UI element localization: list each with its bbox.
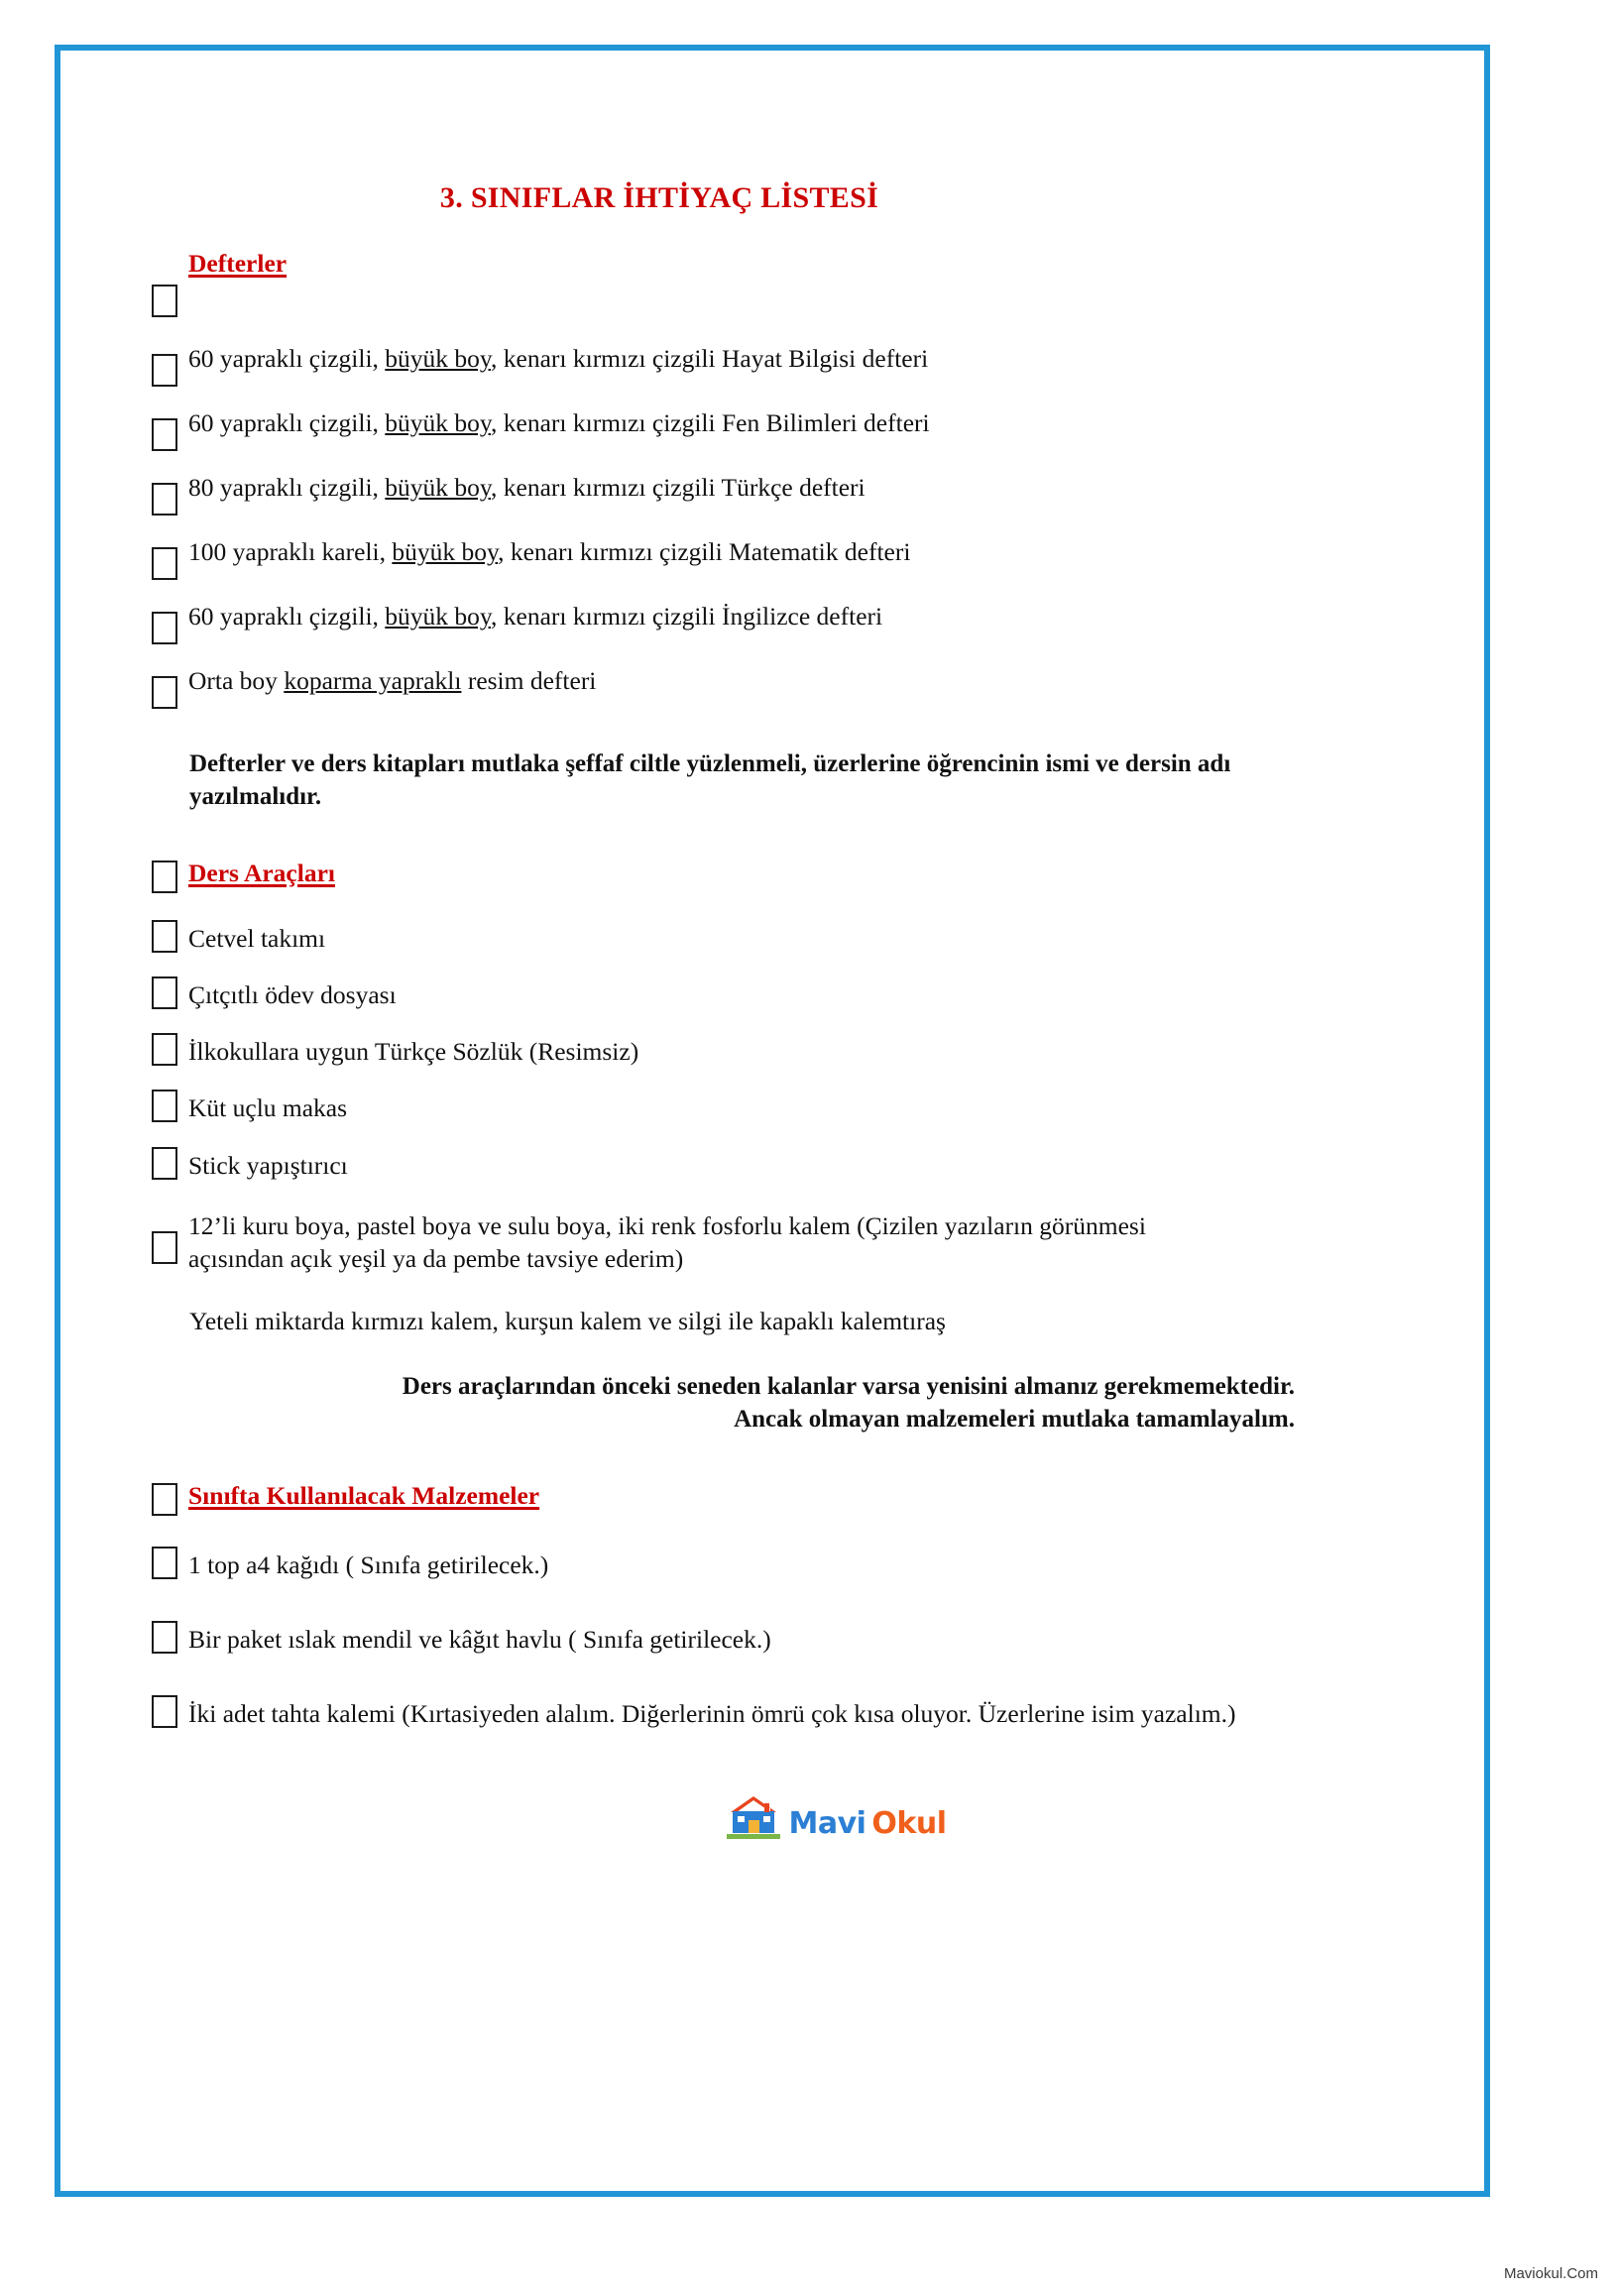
checkbox-item[interactable] (152, 1147, 177, 1180)
list-item (152, 1207, 1520, 1275)
item-text-post: resim defteri (461, 666, 597, 695)
list-item-label: 12’li kuru boya, pastel boya ve sulu boya, iki renk fosforlu kalem (Çizilen yazıların görünmesi açısından açık yeşil ya da pembe tavsiye ederim) (188, 1210, 1146, 1273)
item-text-pre: 60 yapraklı çizgili, (188, 408, 386, 437)
checkbox-item[interactable] (152, 676, 177, 709)
section-title-sinifta-malzemeler: Sınıfta Kullanılacak Malzemeler (188, 1481, 540, 1511)
list-item-label: 1 top a4 kağıdı ( Sınıfa getirilecek.) (188, 1550, 549, 1580)
list-item-label (188, 662, 596, 697)
item-text-emphasis: büyük boy (385, 473, 492, 502)
item-text-post: , kenarı kırmızı çizgili Fen Bilimleri defteri (491, 408, 930, 437)
item-text-emphasis: koparma yapraklı (284, 666, 462, 695)
item-text-post: , kenarı kırmızı çizgili Türkçe defteri (491, 473, 866, 502)
list-item-label: Cetvel takımı (188, 924, 326, 953)
page-border-frame (55, 45, 1490, 2197)
section-note-ders-araclari-line2: Ancak olmayan malzemeleri mutlaka tamamlayalım. (734, 1405, 1295, 1433)
section-note-defterler: Defterler ve ders kitapları mutlaka şeffaf ciltle yüzlenmeli, üzerlerine öğrencinin ismi ve dersin adı yazılmalıdır. (189, 750, 1231, 810)
list-item (152, 1695, 1520, 1730)
checkbox-ders-araclari[interactable] (152, 861, 177, 893)
checkbox-item[interactable] (152, 920, 177, 953)
list-item (152, 1147, 1520, 1182)
item-text-post: , kenarı kırmızı çizgili Hayat Bilgisi defteri (491, 344, 929, 373)
section-title-defterler: Defterler (188, 249, 288, 278)
item-text-pre: 80 yapraklı çizgili, (188, 473, 386, 502)
page-content (152, 135, 1520, 2207)
checkbox-item[interactable] (152, 1621, 177, 1654)
checkbox-item[interactable] (152, 1033, 177, 1066)
section-heading-defterler (152, 249, 1520, 340)
logo-text-okul: Okul (871, 1805, 947, 1841)
list-item-label (188, 404, 930, 439)
list-item (152, 404, 1520, 451)
list-item (152, 976, 1520, 1011)
list-item (152, 598, 1520, 644)
checkbox-item[interactable] (152, 547, 177, 580)
plain-item-kalem: Yeteli miktarda kırmızı kalem, kurşun kalem ve silgi ile kapaklı kalemtıraş (189, 1306, 946, 1335)
checkbox-item[interactable] (152, 976, 177, 1009)
item-text-pre: 100 yapraklı kareli, (188, 537, 393, 566)
list-item (152, 1621, 1520, 1656)
section-note-ders-araclari-line1: Ders araçlarından önceki seneden kalanlar varsa yenisini almanız gerekmemektedir. (402, 1373, 1295, 1401)
section-heading-ders-araclari (152, 859, 1520, 902)
checkbox-item[interactable] (152, 354, 177, 387)
checkbox-item[interactable] (152, 1231, 177, 1264)
list-item (152, 1033, 1520, 1068)
item-text-emphasis: büyük boy (385, 408, 492, 437)
list-item-label: Bir paket ıslak mendil ve kâğıt havlu ( Sınıfa getirilecek.) (188, 1625, 771, 1655)
item-text-pre: Orta boy (188, 666, 285, 695)
list-item (152, 1090, 1520, 1124)
list-item-label: Çıtçıtlı ödev dosyası (188, 980, 397, 1010)
list-item-label (188, 533, 910, 568)
list-item (152, 533, 1520, 580)
watermark-text: Maviokul.Com (1503, 2265, 1598, 2282)
list-item-label: Küt uçlu makas (188, 1093, 348, 1123)
list-item (152, 920, 1520, 955)
list-item-label (188, 598, 882, 632)
item-text-post: , kenarı kırmızı çizgili İngilizce defteri (491, 602, 883, 631)
checkbox-defterler[interactable] (152, 285, 177, 317)
item-text-post: , kenarı kırmızı çizgili Matematik defteri (498, 537, 911, 566)
logo-group (725, 1794, 946, 1842)
checkbox-item[interactable] (152, 1090, 177, 1122)
list-item (152, 469, 1520, 516)
school-house-icon (725, 1794, 782, 1842)
site-logo (152, 1794, 1520, 1842)
list-item-label (188, 469, 866, 504)
section-heading-sinifta-malzemeler (152, 1481, 1520, 1525)
item-text-emphasis: büyük boy (385, 602, 492, 631)
list-item-label (188, 340, 928, 375)
checkbox-item[interactable] (152, 483, 177, 516)
checkbox-item[interactable] (152, 612, 177, 644)
list-item-label: İki adet tahta kalemi (Kırtasiyeden alalım. Diğerlerinin ömrü çok kısa oluyor. Üzerlerine isim yazalım.) (188, 1699, 1236, 1729)
item-text-pre: 60 yapraklı çizgili, (188, 344, 386, 373)
list-item (152, 340, 1520, 387)
item-text-emphasis: büyük boy (385, 344, 492, 373)
page-title: 3. SINIFLAR İHTİYAÇ LİSTESİ (439, 181, 879, 214)
list-item (152, 1547, 1520, 1581)
list-item (152, 662, 1520, 709)
checkbox-item[interactable] (152, 418, 177, 451)
logo-text-mavi: Mavi (788, 1805, 866, 1841)
list-item-label: Stick yapıştırıcı (188, 1150, 348, 1180)
list-item-label: İlkokullara uygun Türkçe Sözlük (Resimsiz) (188, 1037, 639, 1067)
item-text-pre: 60 yapraklı çizgili, (188, 602, 386, 631)
item-text-emphasis: büyük boy (392, 537, 499, 566)
checkbox-item[interactable] (152, 1547, 177, 1579)
checkbox-item[interactable] (152, 1695, 177, 1728)
section-title-ders-araclari: Ders Araçları (188, 859, 335, 887)
checkbox-sinifta-malzemeler[interactable] (152, 1483, 177, 1516)
